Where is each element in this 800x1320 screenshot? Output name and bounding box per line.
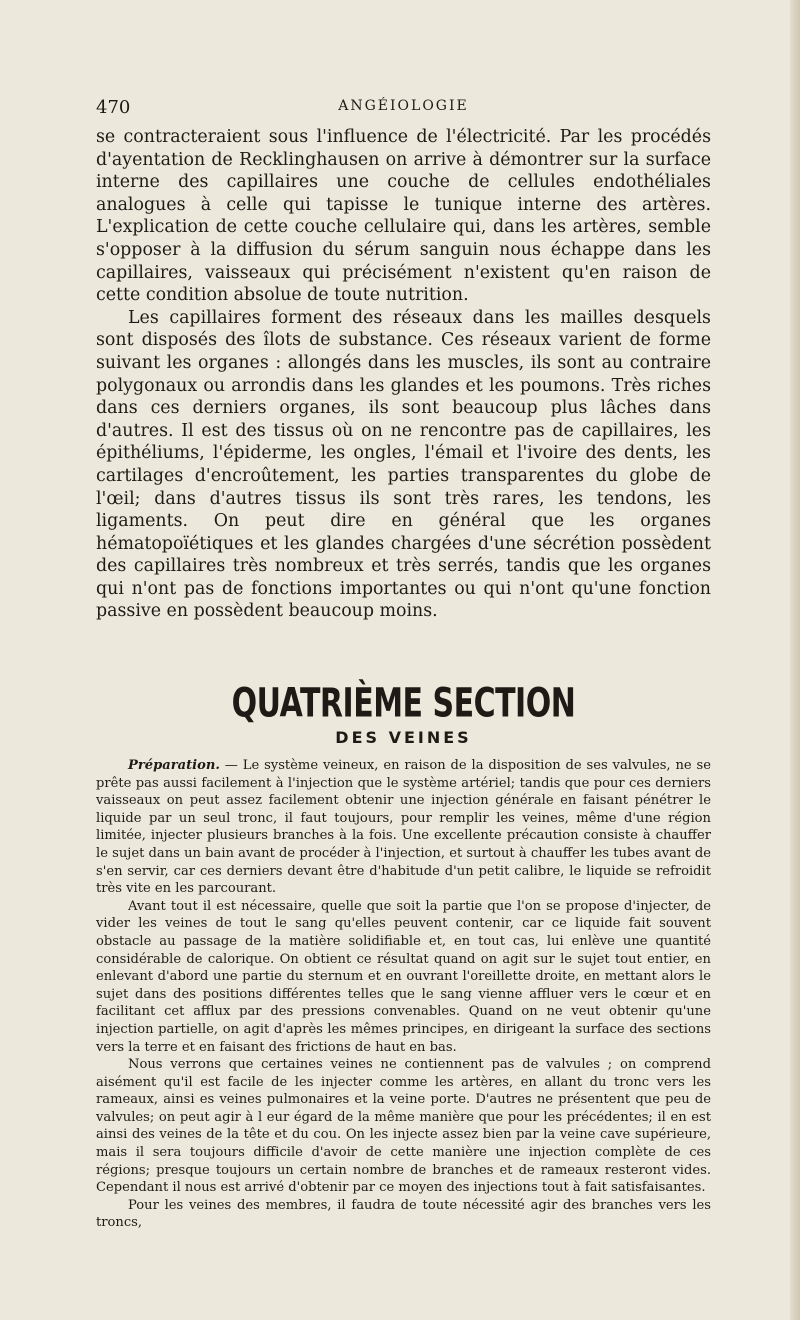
page-edge bbox=[790, 0, 800, 1320]
paragraph-drain-veins: Avant tout il est nécessaire, quelle que soit la partie que l'on se propose d'injecter, de vider les veines de tout le sang qu'elles peuvent contenir, car ce liquide fait souvent obstacle au passage de la matière solidifiable et, en tout cas, lui enlève une quantité considérable de calorique. On obtient ce résultat quand on agit sur le sujet tout entier, en enlevant d'abord une partie du sternum et en ouvrant l'oreillette droite, en mettant alors le sujet dans des positions différentes telles que le sang vienne affluer vers le cœur et en facilitant cet afflux par des pressions convenables. Quand on ne veut obtenir qu'une injection partielle, on agit d'après les mêmes principes, en dirigeant la surface des sections vers la terre et en faisant des frictions de haut en bas. bbox=[96, 898, 711, 1055]
paragraph-preparation bbox=[96, 757, 711, 898]
running-title: ANGÉIOLOGIE bbox=[338, 98, 469, 114]
preparation-text bbox=[96, 757, 711, 1232]
paragraph-body: — Le système veineux, en raison de la disposition de ses valvules, ne se prête pas aussi facilement à l'injection que le système artériel; tandis que pour ces derniers vaisseaux on peut assez facilement obtenir une injection générale en faisant pénétrer le liquide par un seul tronc, il faut toujours, pour remplir les veines, même d'une région limitée, injecter plusieurs branches à la fois. Une excellente précaution consiste à chauffer le sujet dans un bain avant de procéder à l'injection, et surtout à chauffer les tubes avant de s'en servir, car ces derniers devant être d'habitude d'un petit calibre, le liquide se refroidit très vite en les parcourant. bbox=[96, 758, 711, 897]
paragraph-limb-veins: Pour les veines des membres, il faudra de toute nécessité agir des branches vers les troncs, bbox=[96, 1197, 711, 1231]
running-head bbox=[96, 97, 711, 121]
paragraph-continuation: se contracteraient sous l'influence de l'électricité. Par les procédés d'ayentation de Recklinghausen on arrive à démontrer sur la surface interne des capillaires une couche de cellules endothéliales analogues à celle qui tapisse le tunique interne des artères. L'explication de cette couche cellulaire qui, dans les artères, semble s'opposer à la diffusion du sérum sanguin nous échappe dans les capillaires, vaisseaux qui précisément n'existent qu'en raison de cette condition absolue de toute nutrition. bbox=[96, 127, 711, 306]
paragraph-valveless-veins: Nous verrons que certaines veines ne contiennent pas de valvules ; on comprend aisément qu'il est facile de les injecter comme les artères, en allant du tronc vers les rameaux, ainsi es veines pulmonaires et la veine porte. D'autres ne présentent que peu de valvules; on peut agir à l eur égard de la même manière que pour les précédentes; il en est ainsi des veines de la tête et du cou. On les injecte assez bien par la veine cave supérieure, mais il sera toujours difficile d'avoir de cette manière une injection complète de ces régions; presque toujours un certain nombre de branches et de rameaux resteront vides. Cependant il nous est arrivé d'obtenir par ce moyen des injections tout à fait satisfaisantes. bbox=[96, 1057, 711, 1196]
section-subtitle: DES VEINES bbox=[335, 728, 472, 747]
paragraph-capillary-networks: Les capillaires forment des réseaux dans les mailles desquels sont disposés des îlots de substance. Ces réseaux varient de forme suivant les organes : allongés dans les muscles, ils sont au contraire polygonaux ou arrondis dans les glandes et les poumons. Très riches dans ces derniers organes, ils sont beaucoup plus lâches dans d'autres. Il est des tissus où on ne rencontre pas de capillaires, les épithéliums, l'épiderme, les ongles, l'émail et l'ivoire des dents, les cartilages d'encroûtement, les parties transparentes du globe de l'œil; dans d'autres tissus ils sont très rares, les tendons, les ligaments. On peut dire en général que les organes hématopoïétiques et les glandes chargées d'une sécrétion possèdent des capillaires très nombreux et très serrés, tandis que les organes qui n'ont pas de fonctions importantes ou qui n'ont qu'une fonction passive en possèdent beaucoup moins. bbox=[96, 307, 711, 622]
paragraph-lead: Préparation. bbox=[128, 758, 220, 773]
section-title: QUATRIÈME SECTION bbox=[231, 680, 576, 728]
page-number: 470 bbox=[96, 97, 131, 118]
capillaires-text bbox=[96, 126, 711, 623]
